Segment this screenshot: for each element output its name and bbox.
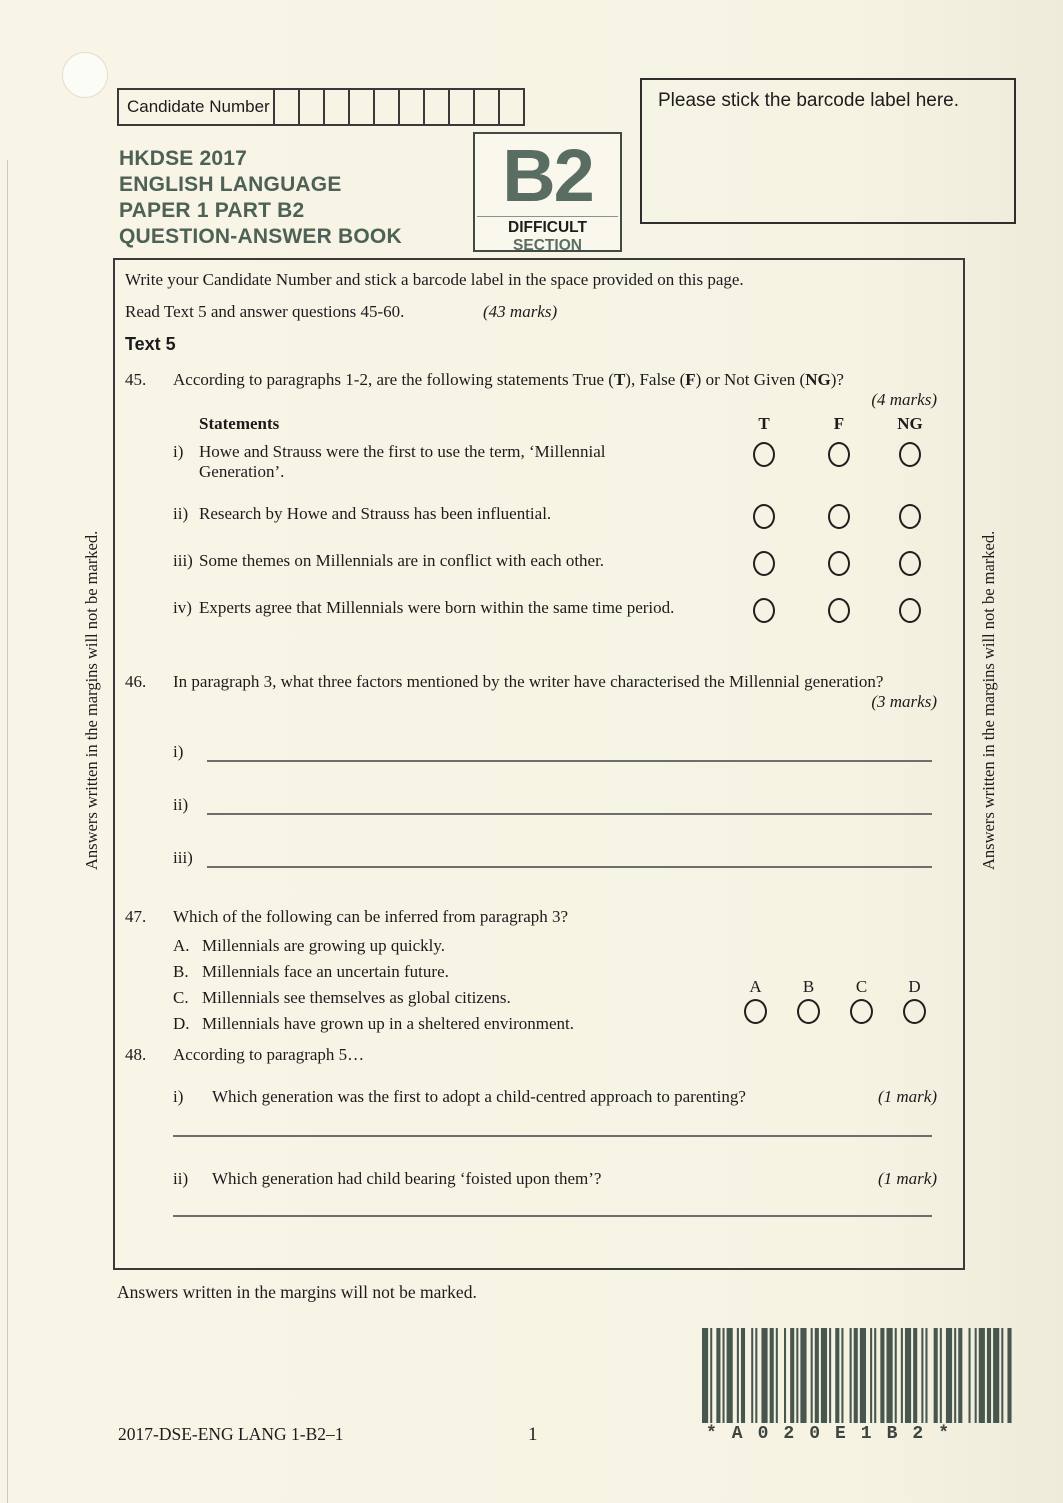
column-header-false: F: [833, 414, 845, 433]
barcode-label-note: Please stick the barcode label here.: [658, 90, 960, 111]
answer-part-label: iii): [173, 848, 193, 867]
subquestion-marks: (1 mark): [877, 1169, 937, 1188]
candidate-number-cell[interactable]: [448, 88, 475, 126]
q46-prompt-row: [125, 672, 957, 692]
option-label: A.: [173, 936, 190, 955]
section-label: SECTION: [513, 237, 582, 254]
answer-circle-false[interactable]: [828, 551, 850, 576]
answer-circle-false[interactable]: [828, 504, 850, 529]
choice-letter: C: [855, 977, 868, 996]
q47-prompt-row: [125, 907, 957, 927]
option-text: Millennials see themselves as global citizens.: [202, 988, 511, 1007]
answer-circle-b[interactable]: [797, 999, 820, 1024]
answer-circle-c[interactable]: [850, 999, 873, 1024]
barcode-image: [700, 1328, 1012, 1423]
statement-label: iii): [173, 551, 193, 570]
section-badge-caption: [477, 216, 618, 255]
spacer: [601, 1169, 878, 1189]
paper-title: [119, 146, 402, 250]
statements-header: Statements: [199, 414, 280, 433]
spacer: [746, 1087, 878, 1107]
statement-row: [173, 551, 957, 576]
q46-prompt: In paragraph 3, what three factors mentioned by the writer have characterised the Millennial generation?: [173, 672, 884, 691]
q45-marks: (4 marks): [871, 390, 937, 409]
q45-table-header: [173, 414, 957, 434]
instruction-line-2: [125, 302, 945, 322]
candidate-number-cells: [275, 88, 525, 126]
candidate-number-label: Candidate Number: [117, 88, 275, 126]
answer-circle-true[interactable]: [753, 551, 775, 576]
choice-column: [835, 977, 888, 1029]
candidate-number-cell[interactable]: [348, 88, 375, 126]
barcode-text: *A020E1B2*: [706, 1424, 965, 1444]
statement-text: Some themes on Millennials are in conflict with each other.: [199, 551, 605, 570]
column-header-notgiven: NG: [897, 414, 923, 433]
answer-circle-a[interactable]: [744, 999, 767, 1024]
footer-barcode: [700, 1328, 1012, 1444]
answer-circle-false[interactable]: [828, 442, 850, 467]
answer-line[interactable]: [173, 1107, 932, 1137]
question-45: [125, 370, 957, 623]
column-header-true: T: [758, 414, 770, 433]
paper-code: 2017-DSE-ENG LANG 1-B2–1: [118, 1424, 344, 1444]
answer-line[interactable]: [207, 738, 932, 762]
margin-note-right: Answers written in the margins will not be marked.: [979, 530, 998, 870]
title-line: ENGLISH LANGUAGE: [119, 173, 342, 196]
margin-note-left: Answers written in the margins will not be marked.: [82, 530, 101, 870]
candidate-number-cell[interactable]: [323, 88, 350, 126]
question-46: [125, 672, 957, 868]
statement-text: Experts agree that Millennials were born within the same time period.: [199, 598, 675, 617]
title-line: HKDSE 2017: [119, 147, 248, 170]
subquestion-text: Which generation had child bearing ‘foisted upon them’?: [212, 1169, 602, 1188]
instruction-line-1: Write your Candidate Number and stick a barcode label in the space provided on this page.: [125, 270, 744, 289]
q47-prompt: Which of the following can be inferred from paragraph 3?: [173, 907, 569, 926]
candidate-number-cell[interactable]: [423, 88, 450, 126]
candidate-number-strip: [117, 88, 525, 126]
q46-answer-row: [173, 842, 957, 868]
option-label: D.: [173, 1014, 190, 1033]
answer-circle-notgiven[interactable]: [899, 504, 921, 529]
candidate-number-cell[interactable]: [498, 88, 525, 126]
choice-letter: D: [908, 977, 921, 996]
option-label: B.: [173, 962, 189, 981]
statement-text: Howe and Strauss were the first to use the term, ‘Millennial Generation’.: [199, 442, 606, 481]
answer-circle-true[interactable]: [753, 598, 775, 623]
answer-circle-notgiven[interactable]: [899, 551, 921, 576]
total-marks: (43 marks): [483, 302, 558, 321]
margin-note-bottom: Answers written in the margins will not be marked.: [117, 1282, 477, 1302]
q46-marks: (3 marks): [871, 692, 937, 711]
statement-label: iv): [173, 598, 192, 617]
difficult-label: DIFFICULT: [508, 219, 587, 236]
option-row: [173, 933, 957, 959]
choice-column: [888, 977, 941, 1029]
q47-choice-grid: [729, 977, 941, 1029]
option-text: Millennials face an uncertain future.: [202, 962, 449, 981]
choice-letter: B: [802, 977, 815, 996]
title-line: QUESTION-ANSWER BOOK: [119, 225, 402, 248]
answer-part-label: i): [173, 742, 184, 761]
instruction-read-text: Read Text 5 and answer questions 45-60.: [125, 302, 405, 321]
q48-number: 48.: [125, 1045, 147, 1064]
q48-subquestion: [173, 1169, 957, 1189]
q47-number: 47.: [125, 907, 147, 926]
q45-number: 45.: [125, 370, 147, 389]
option-label: C.: [173, 988, 189, 1007]
section-badge: [473, 132, 622, 252]
question-47: [125, 907, 957, 1037]
q46-number: 46.: [125, 672, 147, 691]
q48-subquestion: [173, 1087, 957, 1107]
subquestion-label: i): [173, 1087, 184, 1106]
candidate-number-cell[interactable]: [273, 88, 300, 126]
answer-circle-notgiven[interactable]: [899, 442, 921, 467]
question-48: [125, 1045, 957, 1217]
statement-label: ii): [173, 504, 189, 523]
choice-column: [729, 977, 782, 1029]
title-line: PAPER 1 PART B2: [119, 199, 305, 222]
answer-circle-true[interactable]: [753, 504, 775, 529]
option-text: Millennials are growing up quickly.: [202, 936, 445, 955]
text-heading: Text 5: [125, 334, 176, 354]
subquestion-text: Which generation was the first to adopt a child-centred approach to parenting?: [212, 1087, 746, 1106]
question-area: [113, 258, 965, 1270]
answer-circle-d[interactable]: [903, 999, 926, 1024]
q45-prompt-row: [125, 370, 957, 390]
page-number: 1: [528, 1424, 538, 1445]
candidate-number-cell[interactable]: [473, 88, 500, 126]
answer-part-label: ii): [173, 795, 189, 814]
candidate-number-cell[interactable]: [298, 88, 325, 126]
punch-hole: [62, 52, 108, 98]
q46-answer-row: [173, 736, 957, 762]
choice-column: [782, 977, 835, 1029]
statement-row: [173, 442, 957, 482]
q48-prompt: According to paragraph 5…: [173, 1045, 365, 1064]
choice-letter: A: [749, 977, 762, 996]
statement-row: [173, 598, 957, 623]
statement-label: i): [173, 442, 184, 461]
scan-edge-line: [7, 160, 8, 1503]
q48-prompt-row: [125, 1045, 957, 1065]
answer-circle-true[interactable]: [753, 442, 775, 467]
answer-line[interactable]: [207, 844, 932, 868]
subquestion-marks: (1 mark): [877, 1087, 937, 1106]
answer-line[interactable]: [207, 791, 932, 815]
statement-text: Research by Howe and Strauss has been influential.: [199, 504, 552, 523]
candidate-number-cell[interactable]: [398, 88, 425, 126]
q46-answer-row: [173, 789, 957, 815]
answer-line[interactable]: [173, 1189, 932, 1217]
option-text: Millennials have grown up in a sheltered environment.: [202, 1014, 575, 1033]
barcode-label-box: [640, 78, 1016, 224]
answer-circle-false[interactable]: [828, 598, 850, 623]
subquestion-label: ii): [173, 1169, 189, 1188]
q45-statements-table: [173, 414, 957, 623]
q47-options: [173, 933, 957, 1037]
answer-circle-notgiven[interactable]: [899, 598, 921, 623]
q45-prompt: According to paragraphs 1-2, are the following statements True (T), False (F) or Not Given (NG)?: [173, 370, 844, 389]
section-badge-code: B2: [502, 134, 593, 217]
statement-row: [173, 504, 957, 529]
candidate-number-cell[interactable]: [373, 88, 400, 126]
